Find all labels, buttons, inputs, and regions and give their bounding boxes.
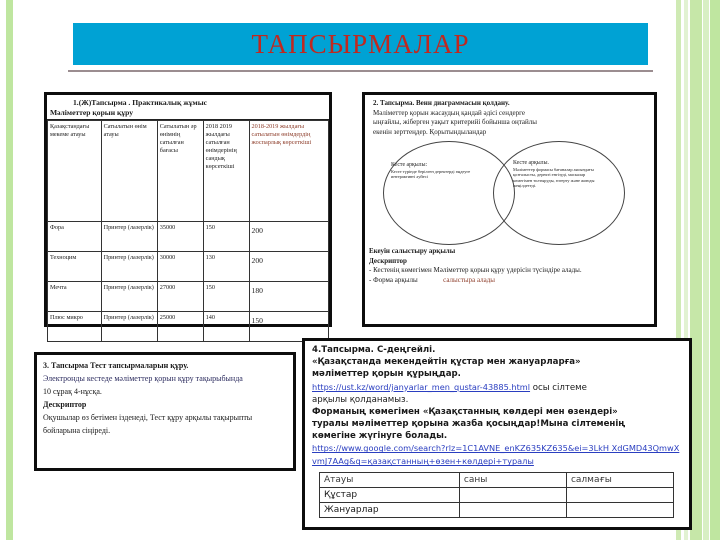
task2-descriptor-2 — [365, 276, 654, 286]
task2-body-line-3: екенін зерттеңдер. Қорытындыландар — [373, 127, 487, 136]
table-cell: Принтер (лазерлік) — [101, 252, 157, 282]
table-cell — [459, 503, 566, 518]
table-row — [48, 252, 329, 282]
table-cell: 150 — [249, 312, 328, 342]
task4-table — [319, 472, 674, 518]
task4-text-block — [305, 341, 689, 468]
task2-descriptor-1: - Кестенің көмегімен Мәліметтер қорын құру үдерісін түсіндіре алады. — [369, 266, 582, 274]
venn-left-lead: Кесте арқылы: — [391, 162, 428, 168]
task2-body-line-1: Мәліметтер қорын жасаудың қандай әдісі сендерге — [373, 108, 526, 117]
table-header-cell: Сатылатын өнім атауы — [101, 121, 157, 222]
task4-panel — [302, 338, 692, 530]
table-header-row — [48, 121, 329, 222]
table-header-cell: Атауы — [320, 473, 460, 488]
table-cell: Принтер (лазерлік) — [101, 222, 157, 252]
task3-descriptor-label: Дескриптор — [43, 400, 87, 409]
table-cell: 200 — [249, 222, 328, 252]
table-cell: 130 — [203, 252, 249, 282]
task4-line-1: «Қазақстанда мекендейтін құстар мен жануарларға» — [312, 357, 581, 368]
venn-circle-right — [493, 141, 625, 245]
venn-right-body: Мәліметтер формасы бағаналар аясындағы қозғалысты, деректі енгізуді, маскалар көмегімен толтыруды, өзгерту және жоюды жеңілдетеді. — [513, 166, 595, 189]
table-header-cell: салмағы — [566, 473, 673, 488]
table-header-cell: 2018-2019 жылдағы сатылатын өнімдердің жоспарлық көрсеткіші — [249, 121, 328, 222]
task4-line-2: мәліметтер қорын құрыңдар. — [312, 369, 461, 380]
table-cell: 25000 — [157, 312, 203, 342]
table-cell: Мечта — [48, 282, 102, 312]
table-row — [320, 503, 674, 518]
google-search-link[interactable]: https://www.google.com/search?rlz=1C1AVNE_enKZ635KZ635&ei=3LkH XdGMD43QmwXvmJ7AAg&q=қазақстанның+өзен+көлдері+туралы — [312, 443, 680, 467]
task3-line-3: Оқушылар өз бетімен ізденеді, Тест құру арқылы тақырыпты — [43, 413, 253, 422]
table-cell: 140 — [203, 312, 249, 342]
task1-subheading: Мәліметтер қорын құру — [47, 107, 329, 120]
task1-panel — [44, 92, 332, 327]
table-cell: Фора — [48, 222, 102, 252]
table-cell: 30000 — [157, 252, 203, 282]
page-title: ТАПСЫРМАЛАР — [251, 29, 470, 59]
task2-descriptor-label: Дескриптор — [369, 256, 407, 265]
task4-line-3: арқылы қолданамыз. — [312, 394, 409, 405]
table-cell: Техноцим — [48, 252, 102, 282]
table-cell: Плюс микро — [48, 312, 102, 342]
task3-line-4: бойларына сіңіреді. — [43, 426, 111, 435]
table-header-cell: Сатылатын әр өнімнің сатылған бағасы — [157, 121, 203, 222]
task4-link-row-2 — [312, 442, 684, 468]
task2-descriptor-2a: - Форма арқылы — [369, 275, 418, 284]
table-cell: 27000 — [157, 282, 203, 312]
title-divider — [68, 70, 653, 72]
task4-line-4: Форманың көмегімен «Қазақстанның көлдері мен өзендері» — [312, 406, 618, 417]
decorative-stripe-right-4 — [703, 0, 709, 540]
table-cell: 150 — [203, 282, 249, 312]
table-cell: Құстар — [320, 488, 460, 503]
table-cell — [459, 488, 566, 503]
task3-line-1: Электронды кестеде мәліметтер қорын құру тақырыбында — [43, 374, 243, 383]
task2-descriptor-2b: салыстыра алады — [443, 275, 495, 284]
task4-heading: 4.Тапсырма. С-деңгейлі. — [312, 345, 436, 355]
task2-body-line-2: ыңғайлы, жіберген уақыт критерийі бойынша оңтайлы — [373, 118, 537, 126]
task3-line-2: 10 сұрақ 4-нұсқа. — [43, 387, 102, 396]
task4-line-5: туралы мәліметтер қорына жазба қосыңдар!Мына сілтеменің — [312, 419, 626, 430]
venn-right-lead: Кесте арқылы. — [513, 160, 549, 166]
venn-left-text — [391, 163, 471, 180]
table-header-cell: саны — [459, 473, 566, 488]
table-row — [48, 222, 329, 252]
ust-kz-link[interactable]: https://ust.kz/word/janyarlar_men_qustar-43885.html — [312, 381, 531, 392]
table-cell: Принтер (лазерлік) — [101, 282, 157, 312]
table-cell: Принтер (лазерлік) — [101, 312, 157, 342]
venn-right-text — [513, 161, 599, 189]
task2-venn-panel — [362, 92, 657, 327]
table-header-row — [320, 473, 674, 488]
table-header-cell: 2018 2019 жылдағы сатылған өнімдерінің сандық көрсеткіші — [203, 121, 249, 222]
task2-compare-label: Екеуін салыстыру арқылы — [369, 247, 456, 255]
task2-heading: 2. Тапсырма. Венн диаграммасын қолдану. — [373, 99, 510, 107]
venn-left-body: Кесте түрінде берілген деректерді өңдеуге интерактивті әуйесі — [391, 168, 471, 180]
venn-diagram — [365, 139, 654, 247]
table-cell: 200 — [249, 252, 328, 282]
table-cell: 180 — [249, 282, 328, 312]
task3-text-block — [37, 355, 293, 437]
table-cell — [566, 488, 673, 503]
table-header-cell: Қазақстандағы мекеме атауы — [48, 121, 102, 222]
task1-table — [47, 120, 329, 342]
task3-panel — [34, 352, 296, 471]
task1-heading: 1.(Ж)Тапсырма . Практикалық жұмыс — [73, 98, 207, 107]
table-row — [48, 312, 329, 342]
task3-heading: 3. Тапсырма Тест тапсырмаларын құру. — [43, 361, 189, 370]
decorative-stripe-right-5 — [710, 0, 720, 540]
task4-line-6: көмегіне жүгінуге болады. — [312, 431, 448, 442]
task4-link-1-tail: осы сілтеме — [530, 382, 587, 393]
table-row — [320, 488, 674, 503]
table-cell: 150 — [203, 222, 249, 252]
table-cell — [566, 503, 673, 518]
table-row — [48, 282, 329, 312]
table-cell: 35000 — [157, 222, 203, 252]
table-cell: Жануарлар — [320, 503, 460, 518]
decorative-stripe-left — [6, 0, 13, 540]
task4-link-row-1 — [312, 381, 684, 394]
